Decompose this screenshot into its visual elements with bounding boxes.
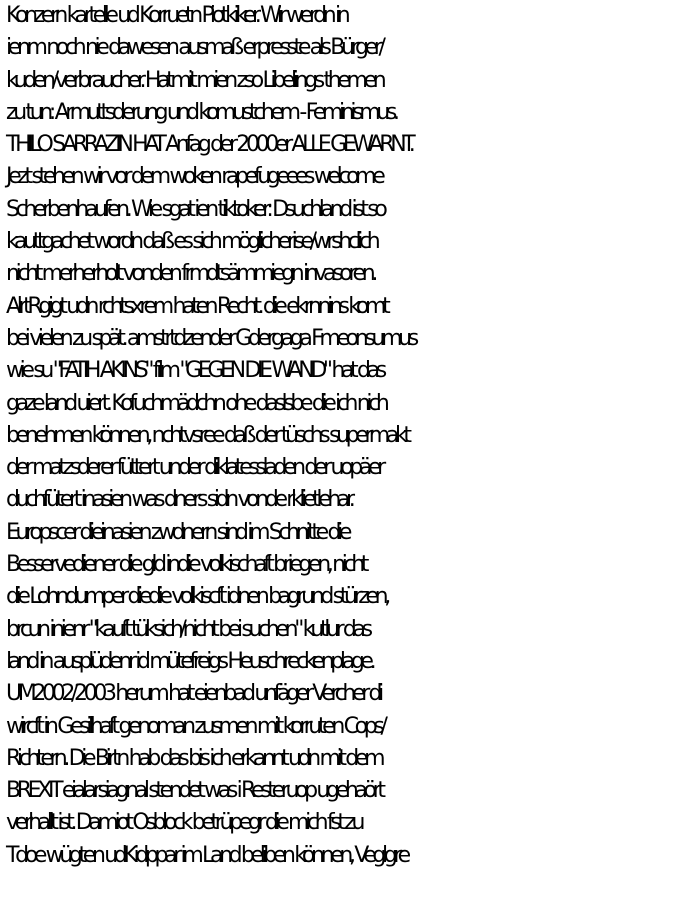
text-line-20: brcun inienr "kauft tüksich/nicht bei suchen" kutlur das bbox=[6, 616, 369, 642]
text-line-18: Besservediener die gld indie volkischaft briegen, nicht bbox=[6, 552, 366, 578]
text-line-7: Scherbenhaufen. Wie sgat ien tiktoker: Dsuchland ist so bbox=[6, 196, 384, 222]
text-line-22: UM2002/2003 herum hat eienbad unfäger Vercher di bbox=[6, 681, 380, 707]
text-line-26: verhallt ist. Damiot Osblock betrüpegr die mich fst zu bbox=[6, 810, 362, 836]
text-line-16: duchfütert inasien was dners sidn vonde rklietlehar. bbox=[6, 487, 352, 513]
text-line-27: Tdoe wügten udKidppar im Land beliben können, Veglgre bbox=[6, 842, 407, 868]
text-line-12: wie su "FATIH AKINS" film "GEGEN DIE WAND" hat das bbox=[6, 358, 383, 384]
text-line-15: der matzsderer füttert under diklatessladen der uopäer bbox=[6, 455, 382, 481]
text-line-24: Richtern. Die Birtn hab das bis ich erkannt udn mit dem bbox=[6, 745, 382, 771]
text-line-1: Konzern kartelle ud Korruetn Piotkiker. Wir werdn in bbox=[6, 3, 347, 28]
text-line-19: die Lohndumper diedie volkiscft idnen bagrund stürzen, bbox=[6, 584, 387, 610]
text-line-21: land in ausplüdenr id mütefreigs Heuschreckenplage. bbox=[6, 648, 373, 674]
text-line-14: benehmen können, nchtvsree daß der tüschs supermakt bbox=[6, 422, 408, 448]
text-line-6: Jezt stehen wir vor dem woken rapefugeees welcome bbox=[6, 164, 382, 190]
text-line-17: Europscer dieinasien zwdnern sind im Schnitte die bbox=[6, 519, 349, 545]
text-line-5: THILO SARRAZIN HAT Anfag der 2000er ALLE GEWARNT. bbox=[6, 132, 412, 158]
text-line-3: kuden/verbraucher. Hatmit mien zso Libelings themen bbox=[6, 67, 383, 93]
text-line-23: wircft in Gesilhaft genoman zusmen mit korruten Cops/ bbox=[6, 713, 384, 739]
text-line-9: nicht merherholt vonden frmdtsämmiegn invasoren. bbox=[6, 261, 374, 287]
text-line-11: bei vielen zu spät. amstrtdzender Gdergaga Fmeonsumus bbox=[6, 325, 415, 351]
text-line-25: BREXIT eialarsiagnal stendet was i Resteruop ugehaört bbox=[6, 778, 382, 804]
text-line-4: zu tun: Armuttsderung und komustchem - Feminismus. bbox=[6, 99, 396, 125]
text-line-13: gaze land uiert. Kofuchmädchn ohe daslsbe die ich nich bbox=[6, 390, 386, 416]
text-line-2: ienm noch nie dawesen ausmaß erpresste als Bürger/ bbox=[6, 35, 382, 61]
text-line-8: kauttgachet wordn daß es sich möglicherise/wrshclich bbox=[6, 229, 377, 255]
text-line-10: AlrtRgigt udn rchtsxrem haten Recht. die ekrnnins komt bbox=[6, 293, 387, 319]
document-text-block bbox=[6, 0, 684, 872]
